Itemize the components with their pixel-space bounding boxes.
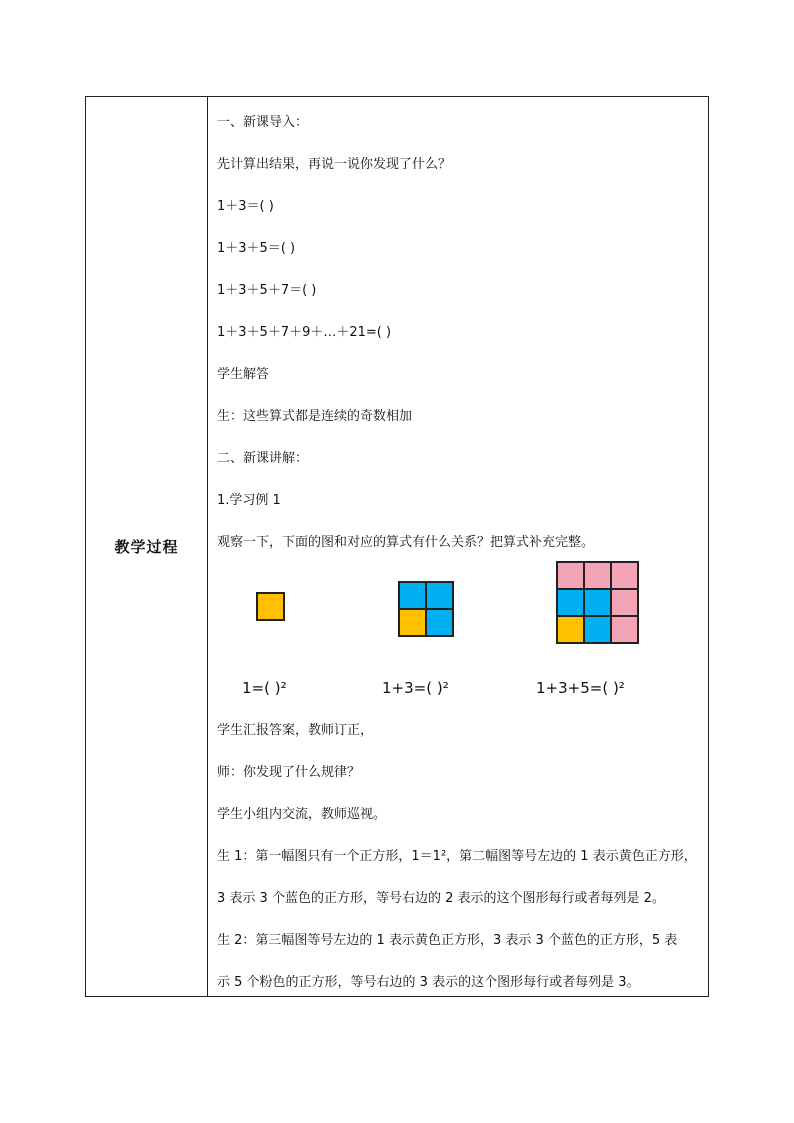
figure-formula-3: 1+3+5=( )² — [536, 679, 625, 697]
blue-square — [584, 616, 611, 643]
yellow-square — [257, 593, 284, 620]
student-explanation-line: 3 表示 3 个蓝色的正方形，等号右边的 2 表示的这个图形每行或者每列是 2。 — [217, 891, 665, 906]
instruction-text: 先计算出结果，再说一说你发现了什么？ — [217, 157, 452, 172]
student-explanation-line: 生 2：第三幅图等号左边的 1 表示黄色正方形，3 表示 3 个蓝色的正方形，5 表 — [217, 933, 678, 948]
group-discussion-note: 学生小组内交流，教师巡视。 — [217, 807, 387, 822]
pink-square — [584, 562, 611, 589]
pink-square — [611, 616, 638, 643]
equation-line: 1＋3＝( ) — [217, 199, 274, 214]
student-response: 生：这些算式都是连续的奇数相加 — [217, 409, 413, 424]
blue-square — [399, 582, 426, 609]
figure-formula-1: 1=( )² — [242, 679, 287, 697]
pink-square — [557, 562, 584, 589]
example-instruction: 观察一下，下面的图和对应的算式有什么关系？把算式补充完整。 — [217, 535, 595, 550]
teacher-question: 师：你发现了什么规律？ — [217, 765, 361, 780]
example-heading: 1.学习例 1 — [217, 493, 281, 508]
blue-square — [426, 582, 453, 609]
student-explanation-line: 示 5 个粉色的正方形，等号右边的 3 表示的这个图形每行或者每列是 3。 — [217, 975, 640, 990]
square-figure-3 — [556, 561, 639, 644]
square-figure-1 — [256, 592, 285, 621]
blue-square — [426, 609, 453, 636]
pink-square — [611, 589, 638, 616]
blue-square — [584, 589, 611, 616]
section-heading-lecture: 二、新课讲解： — [217, 451, 309, 466]
blue-square — [557, 589, 584, 616]
teacher-note: 学生汇报答案，教师订正， — [217, 723, 374, 738]
pink-square — [611, 562, 638, 589]
yellow-square — [399, 609, 426, 636]
equation-line: 1＋3＋5＝( ) — [217, 241, 296, 256]
figure-formula-2: 1+3=( )² — [382, 679, 449, 697]
content-cell — [208, 97, 708, 996]
lesson-table — [85, 96, 709, 997]
student-explanation-line: 生 1：第一幅图只有一个正方形，1＝1²，第二幅图等号左边的 1 表示黄色正方形， — [217, 849, 697, 864]
equation-line: 1＋3＋5＋7＝( ) — [217, 283, 317, 298]
square-figure-2 — [398, 581, 454, 637]
section-heading-intro: 一、新课导入： — [217, 115, 309, 130]
student-answer-note: 学生解答 — [217, 367, 270, 382]
row-label-cell — [86, 97, 208, 996]
yellow-square — [557, 616, 584, 643]
equation-line: 1＋3＋5＋7＋9＋…＋21=( ) — [217, 325, 392, 340]
row-label: 教学过程 — [114, 538, 179, 556]
